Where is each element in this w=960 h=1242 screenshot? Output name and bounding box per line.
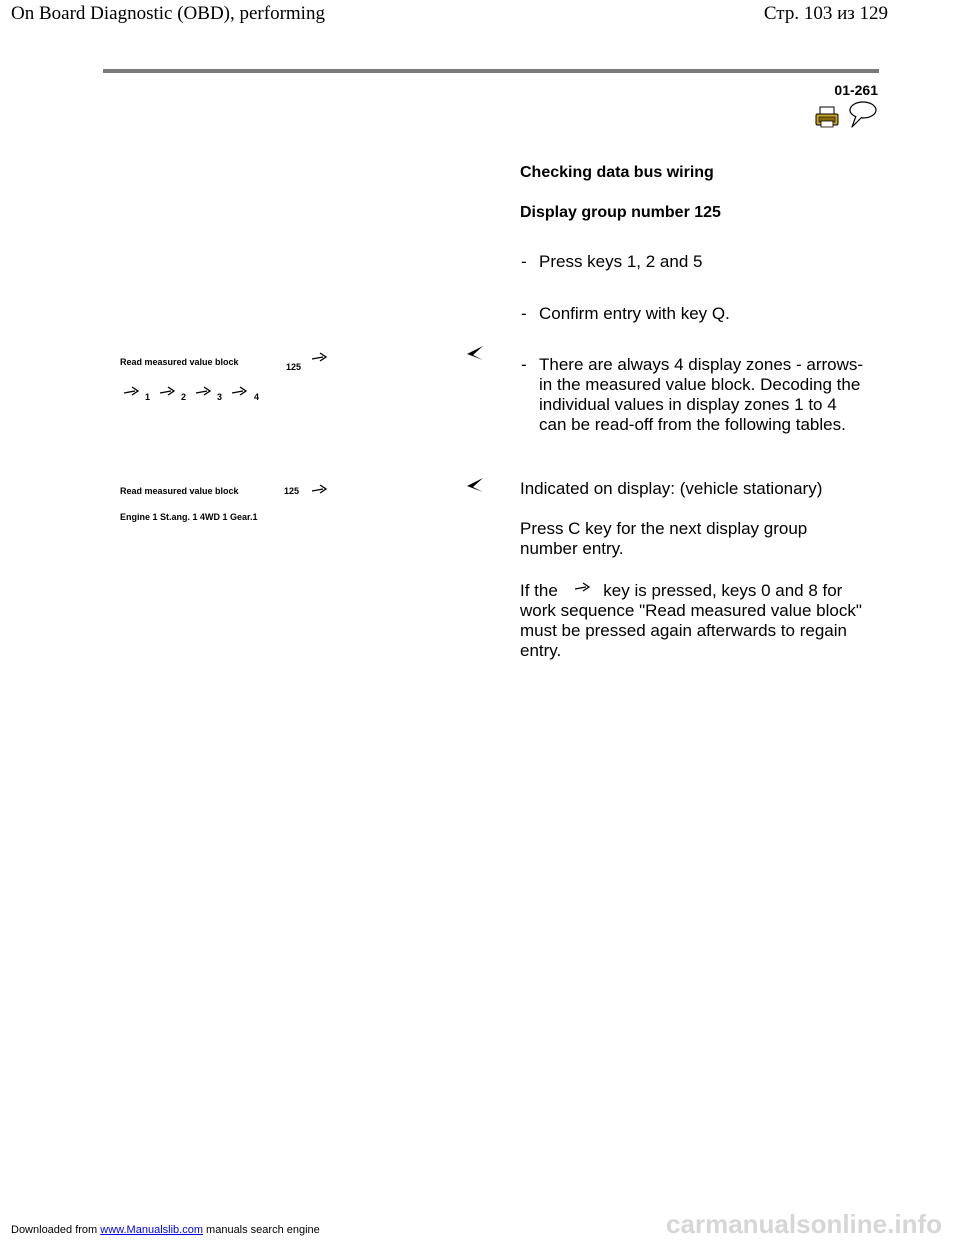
display-zone-1: 1 [145,392,151,402]
step-dash: - [521,304,527,323]
arrow-right-icon [123,386,139,396]
step-item [521,304,866,324]
note-text [520,581,865,661]
pointer-left-icon [465,344,485,362]
step-dash: - [521,355,527,374]
footer-prefix: Downloaded from [11,1224,98,1236]
arrow-right-icon [159,386,175,396]
display-values: Engine 1 St.ang. 1 4WD 1 Gear.1 [120,512,258,522]
display-zone-2: 2 [181,392,187,402]
section-heading: Checking data bus wiring [520,164,714,181]
indicated-text: Indicated on display: (vehicle stationary) [520,479,823,498]
arrow-right-icon [311,352,327,362]
display-label: Read measured value block [120,486,239,496]
pointer-left-icon [465,476,485,494]
display-group-heading: Display group number 125 [520,204,721,221]
document-number: 01-261 [834,82,878,98]
footer-link[interactable]: www.Manualslib.com [100,1224,203,1236]
step-dash: - [521,252,527,271]
arrow-right-icon [573,582,591,592]
display-group-number: 125 [286,362,302,372]
display-zone-4: 4 [254,392,260,402]
press-c-text: Press C key for the next display group number entry. [520,519,808,558]
footer-suffix: manuals search engine [206,1224,320,1236]
step-text: There are always 4 display zones - arrows- in the measured value block. Decoding the individual values in display zones 1 to 4 can be read-off from the following tables. [539,355,864,434]
step-text: Confirm entry with key Q. [539,304,730,323]
arrow-right-icon [311,484,327,494]
step-text: Press keys 1, 2 and 5 [539,252,703,271]
note-after: key is pressed, keys 0 and 8 for work sequence "Read measured value block" must be pressed again afterwards to regain entry. [520,581,862,660]
step-item [521,355,866,435]
watermark: carmanualsonline.info [666,1209,942,1239]
note-before: If the [520,581,558,600]
arrow-right-icon [195,386,211,396]
header-title: On Board Diagnostic (OBD), performing [11,3,325,24]
speech-bubble-icon[interactable] [846,100,878,130]
header-rule [103,69,879,73]
display-group-number: 125 [284,486,300,496]
arrow-right-icon [231,386,247,396]
display-zone-3: 3 [217,392,223,402]
footer [11,1224,320,1236]
display-label: Read measured value block [120,357,239,367]
header-page-info: Стр. 103 из 129 [763,3,888,24]
printer-icon[interactable] [815,106,839,128]
step-item [521,252,866,272]
